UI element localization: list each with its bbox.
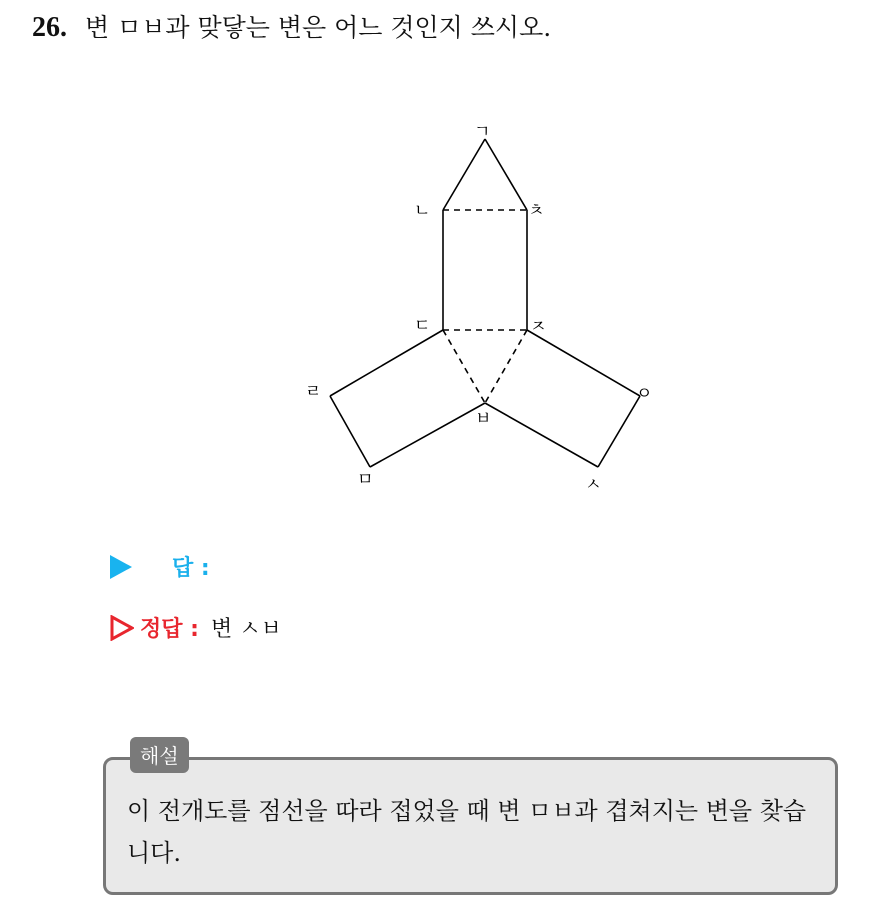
- correct-answer-row: [110, 612, 282, 643]
- edge-r-m: [330, 396, 370, 467]
- label-d: ㄷ: [414, 316, 431, 336]
- edge-s-b: [485, 403, 598, 467]
- play-filled-icon: [110, 555, 132, 579]
- edge-m-b: [370, 403, 485, 467]
- explanation-tag: 해설: [130, 737, 189, 773]
- label-o: ㅇ: [636, 384, 653, 404]
- label-r: ㄹ: [305, 382, 322, 402]
- fold-j-b: [485, 330, 527, 403]
- edge-g-ch: [485, 139, 527, 210]
- edge-g-n: [443, 139, 485, 210]
- explanation-text: 이 전개도를 점선을 따라 접었을 때 변 ㅁㅂ과 겹쳐지는 변을 찾습니다.: [127, 797, 807, 867]
- fold-d-b: [443, 330, 485, 403]
- correct-answer-value: 변 ㅅㅂ: [210, 617, 282, 642]
- label-g: ㄱ: [474, 122, 491, 142]
- question-number: 26.: [32, 12, 67, 43]
- edge-o-s: [598, 396, 640, 467]
- label-b: ㅂ: [475, 409, 492, 429]
- label-n: ㄴ: [414, 201, 431, 221]
- answer-label: 답 :: [172, 556, 210, 581]
- label-s: ㅅ: [585, 475, 602, 495]
- label-j: ㅈ: [530, 317, 547, 337]
- label-m: ㅁ: [357, 470, 374, 490]
- label-ch: ㅊ: [528, 201, 545, 221]
- question-text: 변 ㅁㅂ과 맞닿는 변은 어느 것인지 쓰시오.: [85, 13, 552, 42]
- answer-row: [110, 551, 222, 582]
- edge-j-o: [527, 330, 640, 396]
- play-outline-icon: [110, 615, 134, 641]
- correct-answer-label: 정답 :: [140, 617, 199, 642]
- edge-d-r: [330, 330, 443, 396]
